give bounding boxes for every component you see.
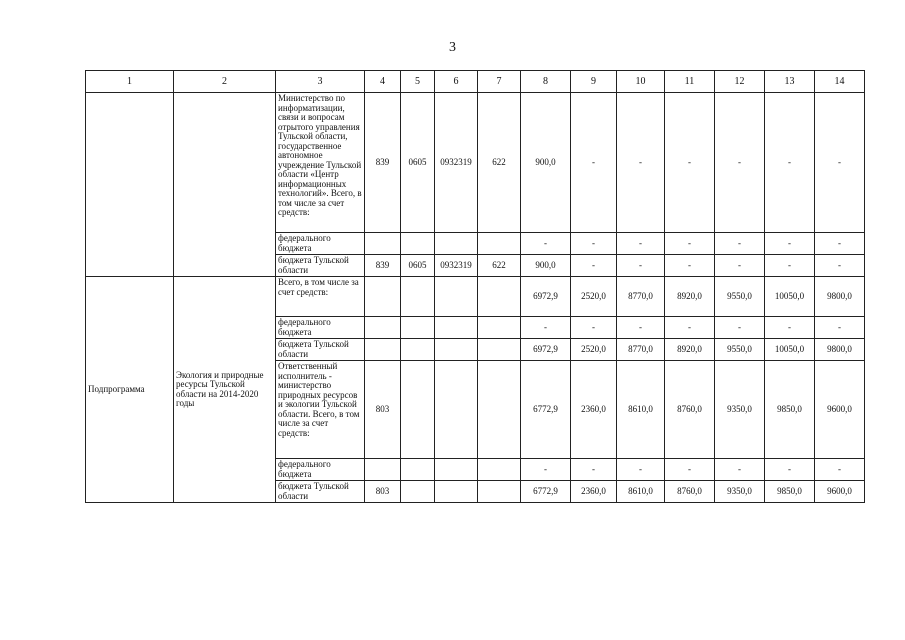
value-cell: 900,0	[521, 93, 571, 233]
empty-cell	[478, 459, 521, 481]
empty-cell	[401, 339, 435, 361]
value-cell: 6972,9	[521, 339, 571, 361]
empty-cell	[435, 459, 478, 481]
code-cell: 622	[478, 93, 521, 233]
value-cell: -	[571, 255, 617, 277]
header-cell: 9	[571, 71, 617, 93]
value-cell: -	[765, 255, 815, 277]
value-cell: -	[521, 317, 571, 339]
value-cell: -	[521, 459, 571, 481]
header-cell: 2	[174, 71, 276, 93]
table-row	[86, 93, 865, 233]
code-cell: 839	[365, 255, 401, 277]
value-cell: 2360,0	[571, 361, 617, 459]
empty-cell	[365, 233, 401, 255]
value-cell: -	[815, 317, 865, 339]
value-cell: 8610,0	[617, 481, 665, 503]
header-cell: 12	[715, 71, 765, 93]
subprogram-name: Экология и природные ресурсы Тульской области на 2014-2020 годы	[174, 277, 276, 503]
value-cell: 8770,0	[617, 339, 665, 361]
value-cell: 10050,0	[765, 339, 815, 361]
header-cell: 11	[665, 71, 715, 93]
empty-cell	[435, 233, 478, 255]
budget-table	[85, 70, 865, 503]
row-label: бюджета Тульской области	[276, 339, 365, 361]
value-cell: 9350,0	[715, 481, 765, 503]
value-cell: 6772,9	[521, 481, 571, 503]
value-cell: 6972,9	[521, 277, 571, 317]
empty-cell	[401, 277, 435, 317]
value-cell: -	[715, 459, 765, 481]
code-cell: 0605	[401, 93, 435, 233]
empty-cell	[401, 233, 435, 255]
value-cell: 9850,0	[765, 481, 815, 503]
executor-description: Ответственный исполнитель - министерство природных ресурсов и экологии Тульской области. Всего, в том числе за счет средств:	[276, 361, 365, 459]
code-cell: 0932319	[435, 93, 478, 233]
empty-cell	[174, 93, 276, 277]
value-cell: 9850,0	[765, 361, 815, 459]
page-number: 3	[449, 40, 456, 55]
row-label: Всего, в том числе за счет средств:	[276, 277, 365, 317]
row-label: бюджета Тульской области	[276, 255, 365, 277]
code-cell: 622	[478, 255, 521, 277]
value-cell: 2520,0	[571, 277, 617, 317]
value-cell: -	[665, 459, 715, 481]
empty-cell	[478, 481, 521, 503]
value-cell: 2360,0	[571, 481, 617, 503]
header-cell: 3	[276, 71, 365, 93]
code-cell: 0932319	[435, 255, 478, 277]
empty-cell	[401, 459, 435, 481]
value-cell: -	[617, 459, 665, 481]
empty-cell	[435, 481, 478, 503]
empty-cell	[86, 93, 174, 277]
value-cell: 8920,0	[665, 277, 715, 317]
row-label: федерального бюджета	[276, 317, 365, 339]
value-cell: -	[571, 93, 617, 233]
row-label: федерального бюджета	[276, 233, 365, 255]
value-cell: 6772,9	[521, 361, 571, 459]
empty-cell	[435, 339, 478, 361]
value-cell: -	[521, 233, 571, 255]
value-cell: 9800,0	[815, 339, 865, 361]
empty-cell	[365, 339, 401, 361]
empty-cell	[435, 277, 478, 317]
value-cell: -	[617, 93, 665, 233]
header-cell: 10	[617, 71, 665, 93]
header-cell: 5	[401, 71, 435, 93]
value-cell: -	[765, 317, 815, 339]
value-cell: 900,0	[521, 255, 571, 277]
value-cell: -	[571, 459, 617, 481]
value-cell: -	[571, 233, 617, 255]
value-cell: -	[665, 233, 715, 255]
value-cell: -	[715, 255, 765, 277]
empty-cell	[401, 481, 435, 503]
value-cell: -	[617, 255, 665, 277]
value-cell: 2520,0	[571, 339, 617, 361]
value-cell: 8920,0	[665, 339, 715, 361]
empty-cell	[435, 317, 478, 339]
header-cell: 14	[815, 71, 865, 93]
empty-cell	[365, 277, 401, 317]
header-cell: 13	[765, 71, 815, 93]
header-cell: 1	[86, 71, 174, 93]
value-cell: -	[765, 93, 815, 233]
value-cell: -	[571, 317, 617, 339]
empty-cell	[478, 339, 521, 361]
value-cell: 10050,0	[765, 277, 815, 317]
value-cell: -	[815, 93, 865, 233]
empty-cell	[478, 317, 521, 339]
value-cell: 9800,0	[815, 277, 865, 317]
value-cell: -	[765, 459, 815, 481]
section-label: Подпрограмма	[86, 277, 174, 503]
empty-cell	[365, 317, 401, 339]
value-cell: 9600,0	[815, 481, 865, 503]
code-cell: 0605	[401, 255, 435, 277]
empty-cell	[478, 277, 521, 317]
value-cell: -	[617, 233, 665, 255]
value-cell: -	[665, 255, 715, 277]
value-cell: -	[715, 233, 765, 255]
header-cell: 6	[435, 71, 478, 93]
value-cell: 8770,0	[617, 277, 665, 317]
value-cell: 9600,0	[815, 361, 865, 459]
value-cell: -	[815, 233, 865, 255]
header-cell: 7	[478, 71, 521, 93]
header-cell: 8	[521, 71, 571, 93]
empty-cell	[478, 361, 521, 459]
value-cell: -	[715, 317, 765, 339]
empty-cell	[401, 361, 435, 459]
code-cell: 803	[365, 481, 401, 503]
value-cell: -	[617, 317, 665, 339]
empty-cell	[435, 361, 478, 459]
value-cell: -	[665, 317, 715, 339]
empty-cell	[401, 317, 435, 339]
code-cell: 803	[365, 361, 401, 459]
value-cell: -	[665, 93, 715, 233]
table-row	[86, 277, 865, 317]
value-cell: -	[815, 255, 865, 277]
header-row	[86, 71, 865, 93]
empty-cell	[478, 233, 521, 255]
value-cell: 8760,0	[665, 361, 715, 459]
value-cell: -	[715, 93, 765, 233]
value-cell: 9350,0	[715, 361, 765, 459]
value-cell: -	[765, 233, 815, 255]
value-cell: 8610,0	[617, 361, 665, 459]
row-label: федерального бюджета	[276, 459, 365, 481]
code-cell: 839	[365, 93, 401, 233]
row-label: бюджета Тульской области	[276, 481, 365, 503]
value-cell: 8760,0	[665, 481, 715, 503]
value-cell: 9550,0	[715, 339, 765, 361]
value-cell: -	[815, 459, 865, 481]
value-cell: 9550,0	[715, 277, 765, 317]
header-cell: 4	[365, 71, 401, 93]
empty-cell	[365, 459, 401, 481]
ministry-description: Министерство по информатизации, связи и вопросам отрытого управления Тульской области, государственное автономное учреждение Тульской области «Центр информационных технологий». Всего, в том числе за счет средств:	[276, 93, 365, 233]
